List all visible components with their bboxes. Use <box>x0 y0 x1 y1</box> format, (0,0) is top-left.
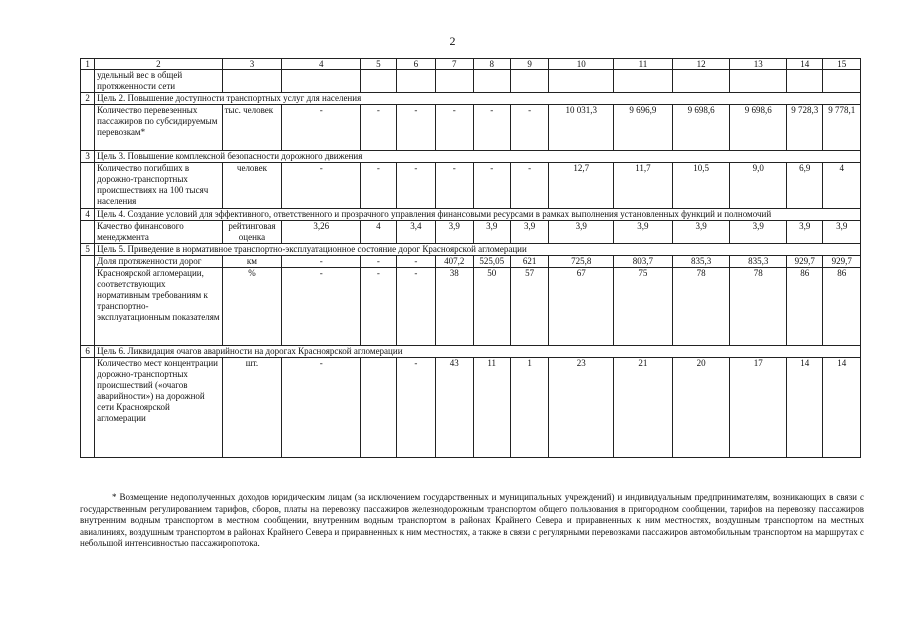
goal-number: 6 <box>81 346 95 358</box>
footnote: * Возмещение недополученных доходов юридическим лицам (за исключением государственных и муниципальных учреждений) и индивидуальным предпринимателям, возникающих в связи с государственным регулированием тарифов, сборов, платы на перевозку пассажиров железнодорожным транспортом общего пользования в пригородном сообщении, тарифов на перевозку пассажиров внутренним водным транспортом в местном сообщении, внутренним водным транспортом в районах Крайнего Севера и приравненных к ним местностях, воздушным транспортом на местных авиалиниях, воздушным транспортом в районах Крайнего Севера и приравненных к ним местностях, а также в связи с регулярными перевозками пассажиров автомобильным транспортом на маршрутах с небольшой интенсивностью пассажиропотока. <box>80 492 864 549</box>
value-cell: 929,7 <box>787 256 823 268</box>
value-cell: 78 <box>730 268 787 346</box>
value-cell: - <box>282 256 361 268</box>
indicator-name: Красноярской агломерации, соответствующих нормативным требованиям к транспортно-эксплуатационным показателям <box>95 268 222 346</box>
header-cell: 5 <box>361 59 396 70</box>
value-cell: 11 <box>473 358 510 458</box>
value-cell: 10,5 <box>672 163 730 209</box>
value-cell: 9 778,1 <box>823 105 861 151</box>
value-cell: 75 <box>614 268 673 346</box>
value-cell: 3,9 <box>436 221 473 244</box>
indicator-name: Количество перевезенных пассажиров по субсидируемым перевозкам* <box>95 105 222 151</box>
unit-cell: км <box>222 256 282 268</box>
table-row <box>81 163 861 209</box>
header-cell: 15 <box>823 59 861 70</box>
page-number: 2 <box>449 34 456 48</box>
table-row <box>81 221 861 244</box>
header-cell: 10 <box>549 59 614 70</box>
value-cell: 38 <box>436 268 473 346</box>
value-cell: 12,7 <box>549 163 614 209</box>
value-cell: 78 <box>672 268 730 346</box>
table-row <box>81 105 861 151</box>
value-cell: - <box>361 105 396 151</box>
indicator-name: Доля протяженности дорог <box>95 256 222 268</box>
value-cell: 9 696,9 <box>614 105 673 151</box>
value-cell: - <box>510 163 548 209</box>
value-cell: 3,9 <box>473 221 510 244</box>
value-cell: 9,0 <box>730 163 787 209</box>
value-cell: - <box>361 268 396 346</box>
goal-title: Цель 3. Повышение комплексной безопасности дорожного движения <box>95 151 861 163</box>
header-cell: 9 <box>510 59 548 70</box>
value-cell: 10 031,3 <box>549 105 614 151</box>
value-cell: 3,4 <box>396 221 435 244</box>
goal-title: Цель 5. Приведение в нормативное транспортно-эксплуатационное состояние дорог Красноярской агломерации <box>95 244 861 256</box>
indicator-name: Количество погибших в дорожно-транспортных происшествиях на 100 тысяч населения <box>95 163 222 209</box>
value-cell: 86 <box>823 268 861 346</box>
goal-row <box>81 209 861 221</box>
value-cell: 9 698,6 <box>730 105 787 151</box>
header-cell: 3 <box>222 59 282 70</box>
value-cell: - <box>396 358 435 458</box>
value-cell: - <box>436 163 473 209</box>
unit-cell: % <box>222 268 282 346</box>
header-cell: 8 <box>473 59 510 70</box>
table-row <box>81 358 861 458</box>
value-cell: 23 <box>549 358 614 458</box>
value-cell: 4 <box>361 221 396 244</box>
value-cell: 929,7 <box>823 256 861 268</box>
value-cell: 803,7 <box>614 256 673 268</box>
goal-row <box>81 151 861 163</box>
value-cell: 3,9 <box>549 221 614 244</box>
header-cell: 4 <box>282 59 361 70</box>
goal-title: Цель 6. Ликвидация очагов аварийности на дорогах Красноярской агломерации <box>95 346 861 358</box>
value-cell: 3,9 <box>730 221 787 244</box>
value-cell: - <box>361 163 396 209</box>
value-cell: 9 698,6 <box>672 105 730 151</box>
unit-cell: тыс. человек <box>222 105 282 151</box>
goal-number: 5 <box>81 244 95 256</box>
header-cell: 1 <box>81 59 95 70</box>
value-cell: 67 <box>549 268 614 346</box>
value-cell: 621 <box>510 256 548 268</box>
goal-row <box>81 244 861 256</box>
value-cell: 11,7 <box>614 163 673 209</box>
value-cell: 50 <box>473 268 510 346</box>
value-cell <box>361 358 396 458</box>
goal-number: 4 <box>81 209 95 221</box>
value-cell: 1 <box>510 358 548 458</box>
value-cell: 525,05 <box>473 256 510 268</box>
value-cell: 3,9 <box>787 221 823 244</box>
value-cell: - <box>473 163 510 209</box>
value-cell: 20 <box>672 358 730 458</box>
value-cell: 43 <box>436 358 473 458</box>
header-cell: 6 <box>396 59 435 70</box>
value-cell: 3,9 <box>672 221 730 244</box>
table-row <box>81 268 861 346</box>
value-cell: - <box>396 163 435 209</box>
value-cell: - <box>473 105 510 151</box>
unit-cell: рейтинговая оценка <box>222 221 282 244</box>
value-cell: - <box>396 256 435 268</box>
indicators-table <box>80 58 861 458</box>
value-cell: 3,26 <box>282 221 361 244</box>
goal-number: 2 <box>81 93 95 105</box>
table-row <box>81 70 861 93</box>
value-cell: 3,9 <box>510 221 548 244</box>
value-cell: 14 <box>787 358 823 458</box>
value-cell: 6,9 <box>787 163 823 209</box>
goal-title: Цель 4. Создание условий для эффективного, ответственного и прозрачного управления финансовыми ресурсами в рамках выполнения установленных функций и полномочий <box>95 209 861 221</box>
value-cell: - <box>282 358 361 458</box>
value-cell: - <box>361 256 396 268</box>
value-cell: 835,3 <box>730 256 787 268</box>
value-cell: 835,3 <box>672 256 730 268</box>
header-cell: 2 <box>95 59 222 70</box>
header-cell: 14 <box>787 59 823 70</box>
table-row <box>81 256 861 268</box>
goal-row <box>81 346 861 358</box>
unit-cell: человек <box>222 163 282 209</box>
indicator-name: Качество финансового менеджмента <box>95 221 222 244</box>
value-cell: - <box>396 268 435 346</box>
indicator-name: удельный вес в общей протяженности сети <box>95 70 222 93</box>
value-cell: - <box>282 105 361 151</box>
value-cell: 14 <box>823 358 861 458</box>
header-cell: 13 <box>730 59 787 70</box>
value-cell: - <box>282 268 361 346</box>
value-cell: - <box>282 163 361 209</box>
value-cell: - <box>436 105 473 151</box>
header-cell: 7 <box>436 59 473 70</box>
value-cell: 86 <box>787 268 823 346</box>
value-cell: 725,8 <box>549 256 614 268</box>
goal-number: 3 <box>81 151 95 163</box>
value-cell: 57 <box>510 268 548 346</box>
value-cell: 3,9 <box>614 221 673 244</box>
value-cell: 21 <box>614 358 673 458</box>
value-cell: - <box>510 105 548 151</box>
indicator-name: Количество мест концентрации дорожно-транспортных происшествий («очагов аварийности») на дорожной сети Красноярской агломерации <box>95 358 222 458</box>
header-cell: 11 <box>614 59 673 70</box>
column-number-row <box>81 59 861 70</box>
value-cell: 3,9 <box>823 221 861 244</box>
value-cell: - <box>396 105 435 151</box>
goal-row <box>81 93 861 105</box>
value-cell: 4 <box>823 163 861 209</box>
value-cell: 17 <box>730 358 787 458</box>
header-cell: 12 <box>672 59 730 70</box>
goal-title: Цель 2. Повышение доступности транспортных услуг для населения <box>95 93 861 105</box>
value-cell: 407,2 <box>436 256 473 268</box>
unit-cell: шт. <box>222 358 282 458</box>
value-cell: 9 728,3 <box>787 105 823 151</box>
